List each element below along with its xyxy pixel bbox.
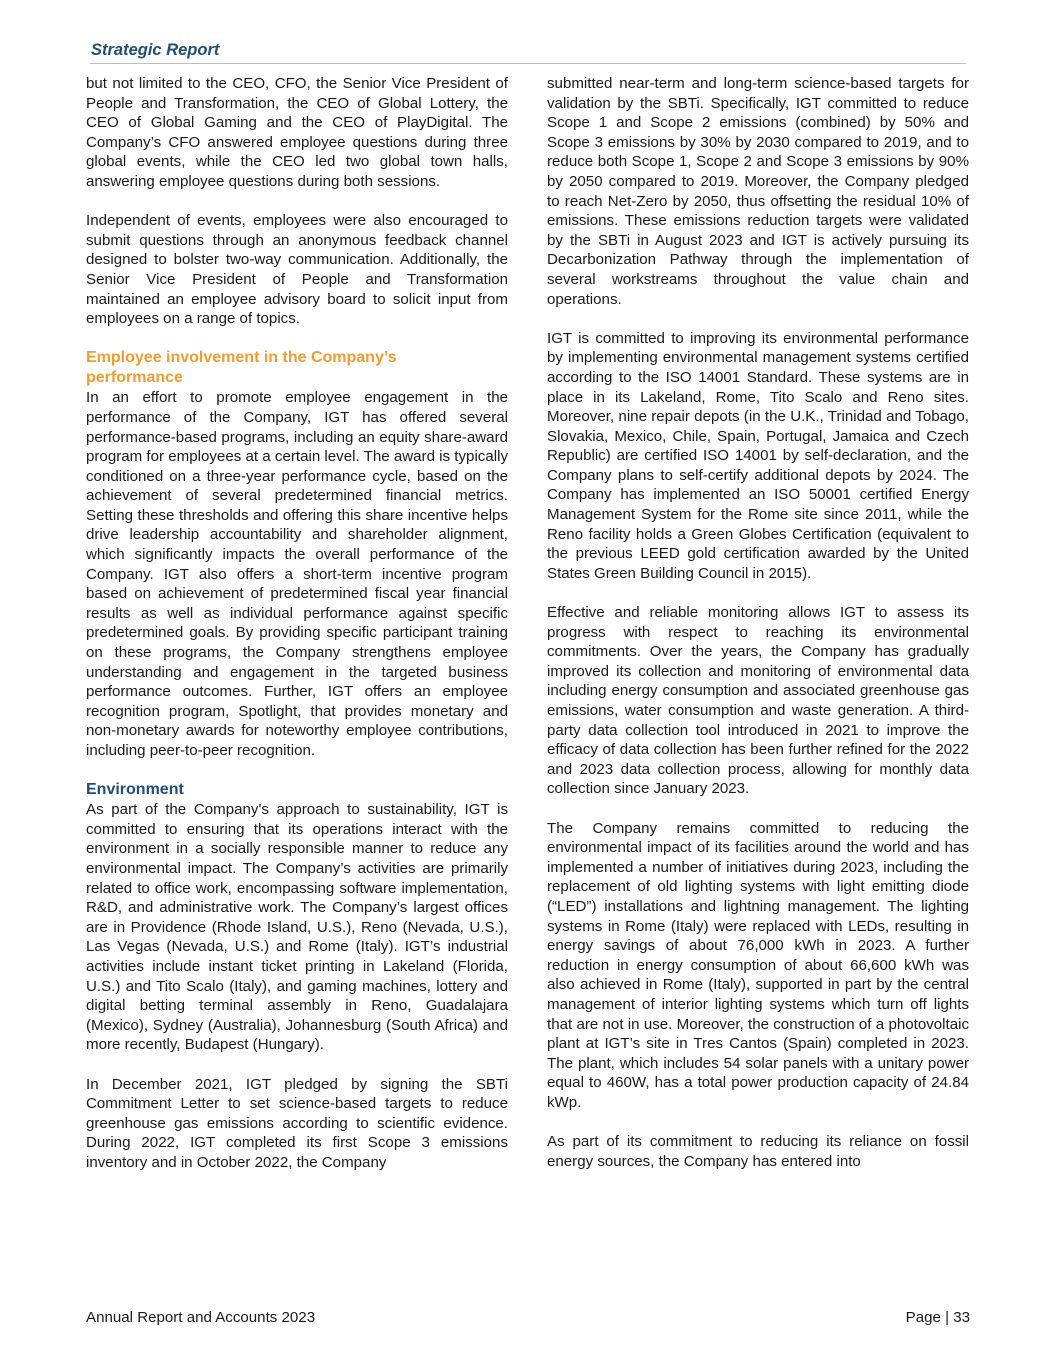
left-column (86, 74, 508, 1192)
right-column (547, 74, 969, 1191)
paragraph: As part of the Company's approach to sustainability, IGT is committed to ensuring that its operations interact with the environment in a socially responsible manner to reduce any environmental impact. The Company’s activities are primarily related to office work, encompassing software implementation, R&D, and administrative work. The Company’s largest offices are in Providence (Rhode Island, U.S.), Reno (Nevada, U.S.), Las Vegas (Nevada, U.S.) and Rome (Italy). IGT’s industrial activities include instant ticket printing in Lakeland (Florida, U.S.) and Tito Scalo (Italy), and gaming machines, lottery and digital betting terminal assembly in Reno, Guadalajara (Mexico), Sydney (Australia), Johannesburg (South Africa) and more recently, Budapest (Hungary). (86, 801, 508, 1054)
paragraph: In December 2021, IGT pledged by signing the SBTi Commitment Letter to set science-based targets to reduce greenhouse gas emissions according to scientific evidence. During 2022, IGT completed its first Scope 3 emissions inventory and in October 2022, the Company (86, 1075, 508, 1171)
paragraph: but not limited to the CEO, CFO, the Senior Vice President of People and Transformation, the CEO of Global Lottery, the CEO of Global Gaming and the CEO of PlayDigital. The Company’s CFO answered employee questions during three global events, while the CEO led two global town halls, answering employee questions during both sessions. (86, 75, 508, 190)
heading-line: performance (86, 369, 183, 387)
paragraph: submitted near-term and long-term science-based targets for validation by the SBTi. Specifically, IGT committed to reduce Scope 1 and Scope 2 emissions (combined) by 50% and Scope 3 emissions by 30% by 2030 compared to 2019, and to reduce both Scope 1, Scope 2 and Scope 3 emissions by 90% by 2050 compared to 2019. Moreover, the Company pledged to reach Net-Zero by 2050, thus offsetting the residual 10% of emissions. These emissions reduction targets were validated by the SBTi in August 2023 and IGT is actively pursuing its Decarbonization Pathway through the implementation of several workstreams throughout the value chain and operations. (547, 75, 969, 308)
paragraph: In an effort to promote employee engagement in the performance of the Company, IGT has offered several performance-based programs, including an equity share-award program for employees at a certain level. The award is typically conditioned on a three-year performance cycle, based on the achievement of several predetermined financial metrics. Setting these thresholds and offering this share incentive helps drive leadership accountability and shareholder alignment, which significantly impacts the overall performance of the Company. IGT also offers a short-term incentive program based on achievement of predetermined fiscal year financial results as well as individual performance against specific predetermined goals. By providing specific participant training on these programs, the Company strengthens employee understanding and engagement in the targeted business performance outcomes. Further, IGT offers an employee recognition program, Spotlight, that provides monetary and non-monetary awards for noteworthy employee contributions, including peer-to-peer recognition. (86, 389, 508, 759)
paragraph: Effective and reliable monitoring allows IGT to assess its progress with respect to reaching its environmental commitments. Over the years, the Company has gradually improved its collection and monitoring of environmental data including energy consumption and associated greenhouse gas emissions, water consumption and waste generation. A third-party data collection tool introduced in 2021 to improve the efficacy of data collection has been further refined for the 2022 and 2023 data collection process, allowing for monthly data collection since January 2023. (547, 604, 969, 798)
report-name: Annual Report and Accounts 2023 (86, 1309, 316, 1326)
header-divider (90, 63, 966, 64)
heading-employee-involvement (86, 348, 508, 388)
section-title: Strategic Report (91, 41, 220, 59)
heading-line: Employee involvement in the Company’s (86, 349, 397, 367)
heading-environment: Environment (86, 781, 184, 799)
paragraph: The Company remains committed to reducing the environmental impact of its facilities around the world and has implemented a number of initiatives during 2023, including the replacement of old lighting systems with light emitting diode (“LED”) installations and lightning management. The lighting systems in Rome (Italy) were replaced with LEDs, resulting in energy savings of about 76,000 kWh in 2023. A further reduction in energy consumption of about 66,600 kWh was also achieved in Rome (Italy), supported in part by the central management of interior lighting systems which turn off lights that are not in use. Moreover, the construction of a photovoltaic plant at IGT’s site in Tres Cantos (Spain) completed in 2023. The plant, which includes 54 solar panels with a unitary power equal to 460W, has a total power production capacity of 24.84 kWp. (547, 819, 969, 1111)
paragraph: IGT is committed to improving its environmental performance by implementing environmental management systems certified according to the ISO 14001 Standard. These systems are in place in its Lakeland, Rome, Tito Scalo and Reno sites. Moreover, nine repair depots (in the U.K., Trinidad and Tobago, Slovakia, Mexico, Chile, Spain, Portugal, Jamaica and Czech Republic) are certified ISO 14001 by self-declaration, and the Company plans to self-certify additional depots by 2024. The Company has implemented an ISO 50001 certified Energy Management System for the Rome site since 2011, while the Reno facility holds a Green Globes Certification (equivalent to the previous LEED gold certification awarded by the United States Green Building Council in 2015). (547, 329, 969, 582)
page-header (90, 40, 966, 64)
paragraph: As part of its commitment to reducing its reliance on fossil energy sources, the Company has entered into (547, 1133, 969, 1170)
paragraph: Independent of events, employees were also encouraged to submit questions through an anonymous feedback channel designed to bolster two-way communication. Additionally, the Senior Vice President of People and Transformation maintained an employee advisory board to solicit input from employees on a range of topics. (86, 212, 508, 328)
page-number: Page | 33 (905, 1309, 970, 1326)
